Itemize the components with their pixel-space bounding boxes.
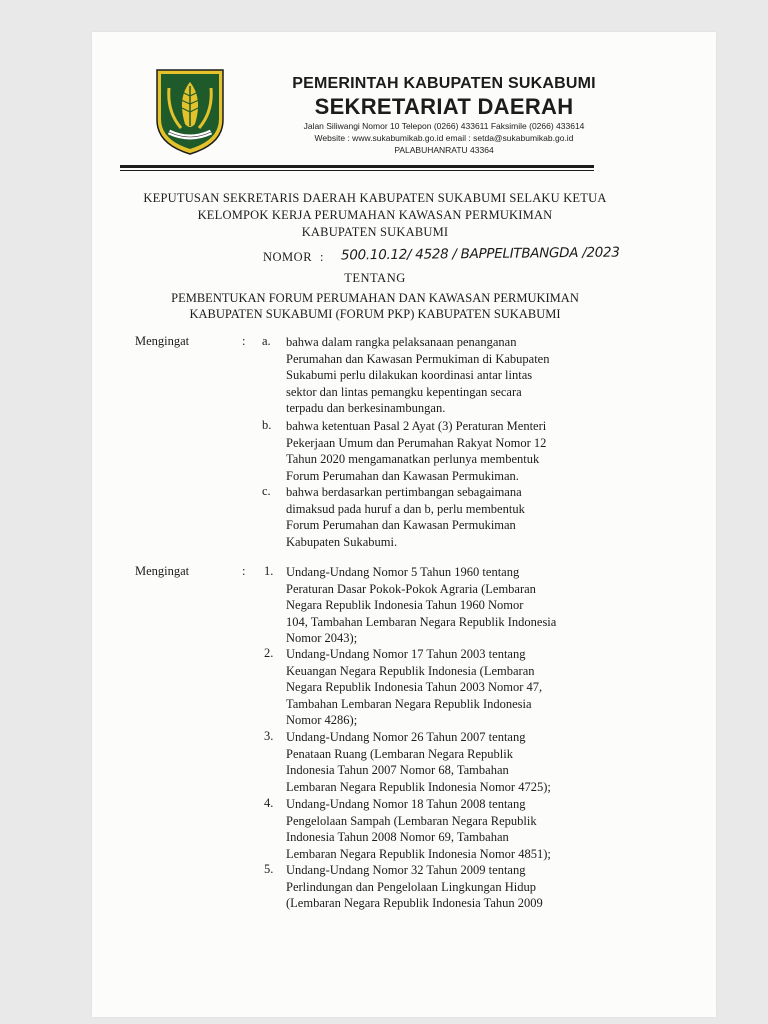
text-line: Undang-Undang Nomor 32 Tahun 2009 tentang [286, 863, 526, 877]
office-city: PALABUHANRATU 43364 [394, 145, 494, 155]
item-marker: b. [262, 418, 272, 432]
text-line: bahwa ketentuan Pasal 2 Ayat (3) Peraturan Menteri [286, 419, 547, 433]
item-marker: a. [262, 334, 271, 348]
text-line: sektor dan lintas pemangku kepentingan secara [286, 384, 522, 399]
decree-subject-line: PEMBENTUKAN FORUM PERUMAHAN DAN KAWASAN PERMUKIMAN [171, 291, 579, 305]
item-marker: 1. [264, 564, 274, 578]
text-line: Nomor 4286); [286, 713, 358, 728]
decree-title-line: KELOMPOK KERJA PERUMAHAN KAWASAN PERMUKIMAN [197, 208, 553, 222]
text-line: dimaksud pada huruf a dan b, perlu membentuk [286, 501, 525, 516]
legal-basis-item [286, 729, 604, 795]
letterhead-divider-thick [120, 165, 594, 168]
text-line: Lembaran Negara Republik Indonesia Nomor 4851); [286, 846, 551, 861]
text-line: 104, Tambahan Lembaran Negara Republik Indonesia [286, 614, 557, 629]
office-address: Jalan Siliwangi Nomor 10 Telepon (0266) 433611 Faksimile (0266) 433614 [303, 121, 585, 131]
item-marker: 3. [264, 729, 274, 743]
text-line: Lembaran Negara Republik Indonesia Nomor 4725); [286, 779, 551, 794]
letterhead-divider-thin [120, 170, 594, 171]
item-marker: 4. [264, 796, 274, 810]
text-line: Keuangan Negara Republik Indonesia (Lembaran [286, 663, 535, 678]
text-line: bahwa dalam rangka pelaksanaan penanganan [286, 335, 517, 349]
text-line: Indonesia Tahun 2007 Nomor 68, Tambahan [286, 763, 509, 778]
consideration-item [286, 484, 604, 550]
decree-subject-line: KABUPATEN SUKABUMI (FORUM PKP) KABUPATEN SUKABUMI [189, 307, 561, 321]
government-name: PEMERINTAH KABUPATEN SUKABUMI [292, 75, 596, 92]
legal-basis-item [286, 796, 604, 862]
decree-title-line: KEPUTUSAN SEKRETARIS DAERAH KABUPATEN SUKABUMI SELAKU KETUA [143, 191, 607, 205]
office-website: Website : www.sukabumikab.go.id email : setda@sukabumikab.go.id [314, 133, 574, 143]
section-colon: : [242, 334, 246, 348]
text-line: Undang-Undang Nomor 26 Tahun 2007 tentang [286, 730, 526, 744]
text-line: Forum Perumahan dan Kawasan Permukiman. [286, 468, 519, 483]
text-line: Indonesia Tahun 2008 Nomor 69, Tambahan [286, 830, 509, 845]
decree-title-line: KABUPATEN SUKABUMI [301, 225, 449, 239]
section-label: Mengingat [135, 334, 190, 348]
text-line: Negara Republik Indonesia Tahun 1960 Nomor [286, 598, 524, 613]
section-label: Mengingat [135, 564, 190, 578]
legal-basis-item [286, 646, 604, 729]
text-line: terpadu dan berkesinambungan. [286, 401, 446, 416]
consideration-item [286, 418, 604, 484]
text-line: Peraturan Dasar Pokok-Pokok Agraria (Lembaran [286, 581, 536, 596]
decree-title [120, 190, 630, 241]
text-line: Kabupaten Sukabumi. [286, 534, 398, 549]
text-line: Sukabumi perlu dilakukan koordinasi antar lintas [286, 368, 533, 383]
text-line: Forum Perumahan dan Kawasan Permukiman [286, 518, 516, 533]
section-colon: : [242, 564, 246, 578]
item-marker: 5. [264, 862, 274, 876]
text-line: Tambahan Lembaran Negara Republik Indonesia [286, 696, 532, 711]
consideration-item [286, 334, 604, 417]
text-line: Tahun 2020 mengamanatkan perlunya membentuk [286, 452, 540, 467]
office-name: SEKRETARIAT DAERAH [314, 94, 574, 119]
text-line: Undang-Undang Nomor 17 Tahun 2003 tentang [286, 647, 526, 661]
nomor-label: NOMOR [263, 250, 313, 264]
text-line: Undang-Undang Nomor 18 Tahun 2008 tentang [286, 797, 526, 811]
text-line: Perlindungan dan Pengelolaan Lingkungan Hidup [286, 879, 536, 894]
nomor-handwritten-value: 500.10.12/ 4528 / BAPPELITBANGDA /2023 [340, 244, 620, 264]
item-marker: c. [262, 484, 271, 498]
legal-basis-item [286, 564, 604, 647]
text-line: Perumahan dan Kawasan Permukiman di Kabupaten [286, 351, 550, 366]
text-line: Pekerjaan Umum dan Perumahan Rakyat Nomor 12 [286, 435, 547, 450]
text-line: bahwa berdasarkan pertimbangan sebagaimana [286, 485, 522, 499]
item-marker: 2. [264, 646, 274, 660]
tentang-heading: TENTANG [344, 271, 406, 285]
text-line: Penataan Ruang (Lembaran Negara Republik [286, 746, 513, 761]
decree-subject [120, 290, 630, 322]
nomor-colon: : [320, 250, 324, 264]
text-line: Nomor 2043); [286, 631, 358, 646]
text-line: Negara Republik Indonesia Tahun 2003 Nomor 47, [286, 680, 543, 695]
letterhead [234, 74, 654, 156]
text-line: Pengelolaan Sampah (Lembaran Negara Republik [286, 813, 537, 828]
text-line: Undang-Undang Nomor 5 Tahun 1960 tentang [286, 565, 520, 579]
text-line: (Lembaran Negara Republik Indonesia Tahun 2009 [286, 896, 543, 911]
kabupaten-sukabumi-emblem [155, 68, 225, 156]
legal-basis-item [286, 862, 604, 912]
